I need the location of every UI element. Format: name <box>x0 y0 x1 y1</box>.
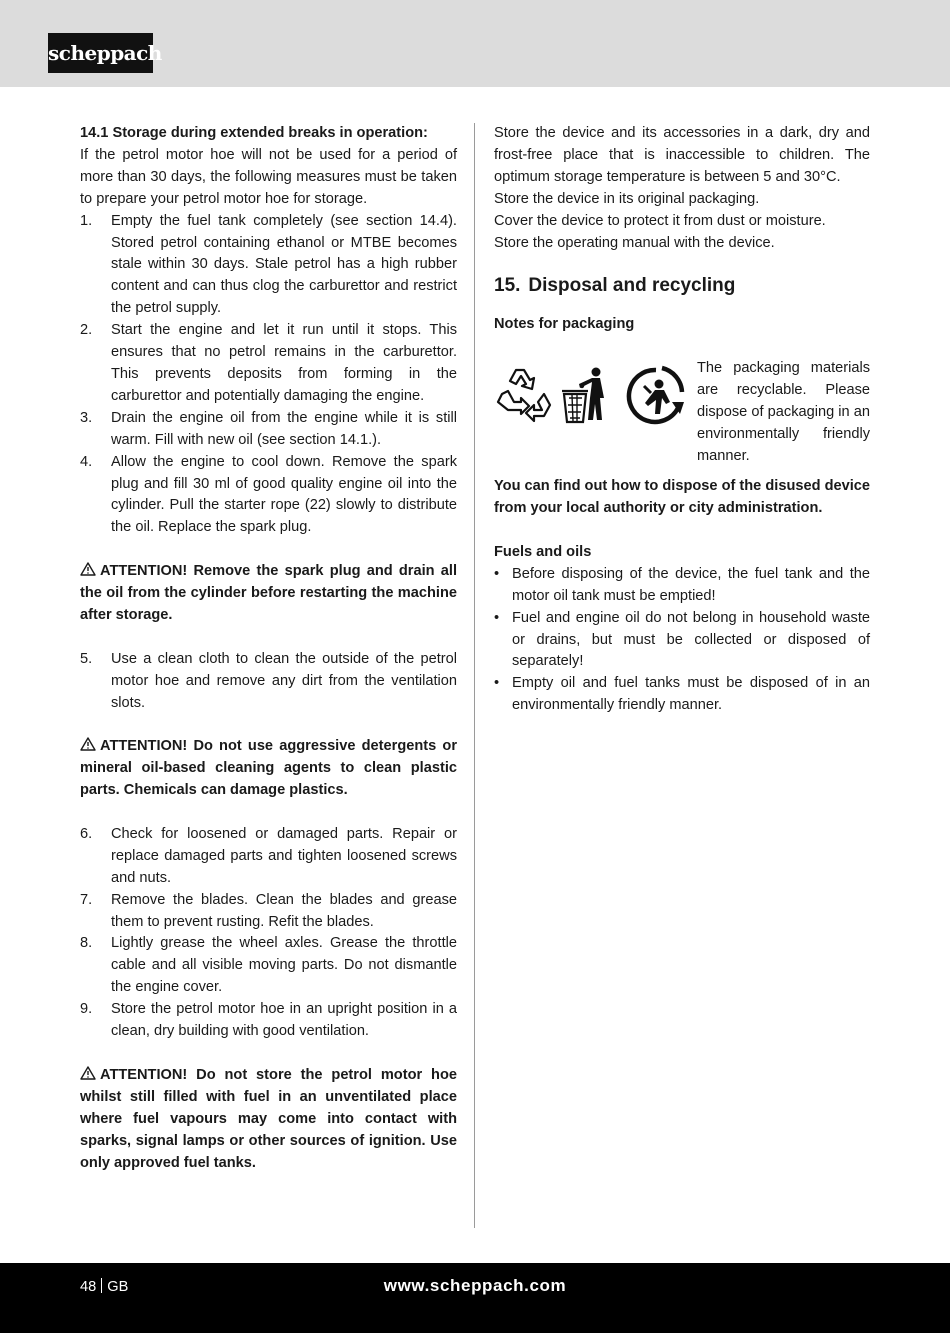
fuels-heading: Fuels and oils <box>494 543 592 560</box>
packaging-notes <box>494 358 870 476</box>
brand-logo: scheppach <box>48 33 153 73</box>
list-item: 7. Remove the blades. Clean the blades and grease them to prevent rusting. Refit the blades. <box>80 891 457 930</box>
storage-steps-a <box>80 211 457 540</box>
storage-line: Store the operating manual with the device. <box>494 234 775 251</box>
list-item: 3. Drain the engine oil from the engine while it is still warm. Fill with new oil (see section 14.1.). <box>80 409 457 448</box>
warning-triangle-icon <box>80 1066 96 1080</box>
storage-steps-b <box>80 649 457 715</box>
footer-band <box>0 1263 950 1333</box>
storage-line: Store the device and its accessories in a dark, dry and frost-free place that is inaccessible to children. The optimum storage temperature is between 5 and 30°C. <box>494 125 870 185</box>
list-item: 2. Start the engine and let it run until it stops. This ensures that no petrol remains in the carburettor. This prevents deposits from forming in the carburettor and potentially damaging the engine. <box>80 322 457 404</box>
list-item: 8. Lightly grease the wheel axles. Grease the throttle cable and all visible moving parts. Do not dismantle the engine cover. <box>80 935 457 996</box>
packaging-text: The packaging materials are recyclable. Please dispose of packaging in an environmentally friendly manner. <box>697 360 870 464</box>
storage-line: Store the device in its original packaging. <box>494 190 760 207</box>
list-item: • Empty oil and fuel tanks must be disposed of in an environmentally friendly manner. <box>494 675 870 714</box>
recycling-icons <box>494 362 690 426</box>
column-divider <box>474 123 475 1228</box>
list-item: 1. Empty the fuel tank completely (see section 14.4). Stored petrol containing ethanol or MTBE becomes stale within 30 days. Stale petrol has a high rubber content and can thus clog the carburettor and restrict the petrol supply. <box>80 212 457 317</box>
warning-triangle-icon <box>80 562 96 576</box>
storage-steps-c <box>80 824 457 1043</box>
list-item: 4. Allow the engine to cool down. Remove the spark plug and fill 30 ml of good quality engine oil into the cylinder. Pull the starter rope (22) slowly to distribute the oil. Replace the spark plug. <box>80 453 457 536</box>
list-item: 5. Use a clean cloth to clean the outside of the petrol motor hoe and remove any dirt from the ventilation slots. <box>80 650 457 711</box>
warning-spark-plug: ATTENTION! Remove the spark plug and drain all the oil from the cylinder before restarting the machine after storage. <box>80 563 457 623</box>
website-link[interactable]: www.scheppach.com <box>383 1276 567 1295</box>
packaging-heading: Notes for packaging <box>494 316 635 333</box>
list-item: 6. Check for loosened or damaged parts. Repair or replace damaged parts and tighten loosened screws and nuts. <box>80 825 457 886</box>
waste-bin-icon <box>562 368 604 423</box>
storage-line: Cover the device to protect it from dust or moisture. <box>494 212 826 229</box>
recycle-circle-icon <box>629 368 684 422</box>
right-column <box>494 123 870 717</box>
list-item: • Fuel and engine oil do not belong in household waste or drains, but must be collected or disposed of separately! <box>494 609 870 670</box>
list-item: 9. Store the petrol motor hoe in an upright position in a clean, dry building with good ventilation. <box>80 1001 457 1040</box>
section-title-15: 15. Disposal and recycling <box>494 275 736 297</box>
section-title-14-1: 14.1 Storage during extended breaks in operation: <box>80 125 428 141</box>
fuels-bullets <box>494 564 870 717</box>
recycle-icon <box>498 370 550 421</box>
warning-triangle-icon <box>80 737 96 751</box>
left-column <box>80 123 457 1174</box>
list-item: • Before disposing of the device, the fuel tank and the motor oil tank must be emptied! <box>494 565 870 604</box>
authority-note: You can find out how to dispose of the disused device from your local authority or city administration. <box>494 478 870 517</box>
warning-detergents: ATTENTION! Do not use aggressive detergents or mineral oil-based cleaning agents to clean plastic parts. Chemicals can damage plastics. <box>80 738 457 799</box>
warning-fuel-storage: ATTENTION! Do not store the petrol motor hoe whilst still filled with fuel in an unventilated place where fuel vapours may come into contact with sparks, signal lamps or other sources of ignition. Use only approved fuel tanks. <box>80 1066 457 1171</box>
page-number: 48 GB <box>80 1279 129 1295</box>
storage-intro: If the petrol motor hoe will not be used for a period of more than 30 days, the following measures must be taken to prepare your petrol motor hoe for storage. <box>80 146 457 207</box>
